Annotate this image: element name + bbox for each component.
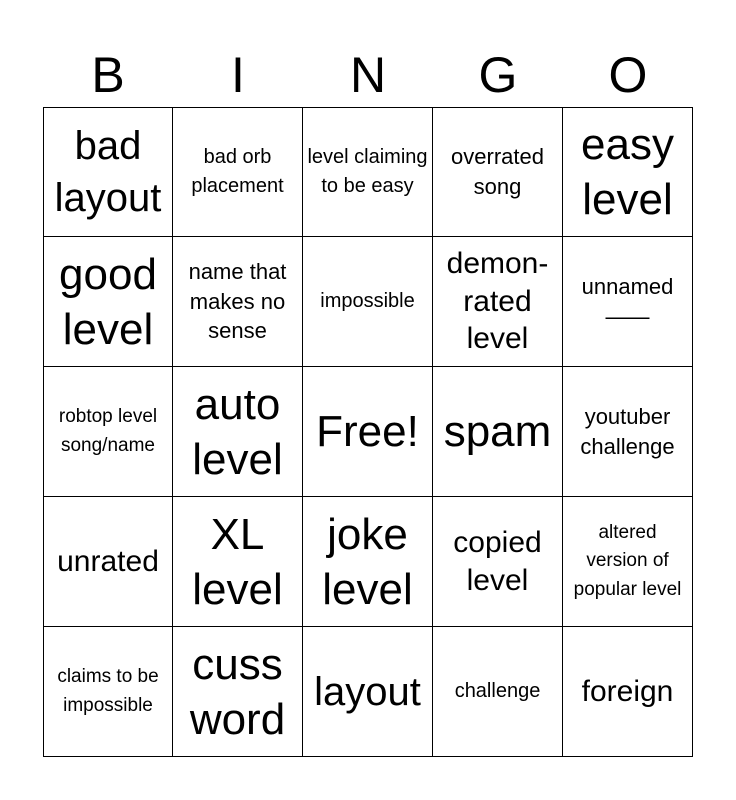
cell-text: foreign: [581, 674, 674, 708]
cell-text: altered version of popular level: [573, 521, 682, 600]
bingo-cell[interactable]: [173, 107, 303, 237]
cell-text: claims to be impossible: [57, 666, 159, 716]
free-space[interactable]: [303, 367, 433, 497]
cell-text: challenge: [454, 680, 541, 702]
header-letter-n: N: [349, 47, 387, 103]
cell-text: overrated song: [451, 144, 544, 199]
bingo-cell[interactable]: [173, 237, 303, 367]
cell-text: spam: [443, 407, 552, 456]
bingo-cell[interactable]: [173, 627, 303, 757]
cell-text: cuss word: [189, 639, 286, 744]
bingo-cell[interactable]: [433, 367, 563, 497]
bingo-cell[interactable]: [563, 237, 693, 367]
cell-text: unnamed ——: [581, 273, 674, 329]
cell-text: bad layout: [54, 124, 162, 220]
bingo-cell[interactable]: [173, 497, 303, 627]
bingo-cell[interactable]: [43, 107, 173, 237]
bingo-cell[interactable]: [303, 107, 433, 237]
bingo-cell[interactable]: [433, 107, 563, 237]
bingo-cell[interactable]: [563, 627, 693, 757]
bingo-grid: [43, 107, 693, 757]
bingo-header: [43, 44, 693, 106]
bingo-cell[interactable]: [173, 367, 303, 497]
cell-text: unrated: [57, 544, 159, 578]
cell-text: copied level: [453, 526, 542, 597]
cell-text: demon-rated level: [446, 247, 549, 356]
bingo-cell[interactable]: [563, 367, 693, 497]
header-letter-b: B: [91, 47, 125, 103]
cell-text: name that makes no sense: [188, 258, 287, 344]
header-letter-i: I: [231, 47, 245, 103]
cell-text: Free!: [316, 407, 419, 456]
header-letter-o: O: [608, 47, 648, 103]
bingo-cell[interactable]: [563, 107, 693, 237]
bingo-cell[interactable]: [303, 497, 433, 627]
bingo-cell[interactable]: [43, 367, 173, 497]
cell-text: auto level: [192, 379, 283, 484]
bingo-cell[interactable]: [43, 237, 173, 367]
header-letter-g: G: [478, 47, 518, 103]
cell-text: joke level: [322, 509, 413, 614]
cell-text: impossible: [320, 290, 415, 312]
cell-text: robtop level song/name: [58, 406, 158, 456]
bingo-cell[interactable]: [433, 237, 563, 367]
cell-text: bad orb placement: [191, 146, 284, 197]
bingo-cell[interactable]: [433, 627, 563, 757]
cell-text: easy level: [581, 120, 674, 224]
cell-text: XL level: [192, 509, 283, 614]
cell-text: level claiming to be easy: [307, 146, 428, 197]
cell-text: youtuber challenge: [580, 403, 675, 459]
bingo-cell[interactable]: [303, 627, 433, 757]
bingo-cell[interactable]: [433, 497, 563, 627]
bingo-cell[interactable]: [563, 497, 693, 627]
cell-text: good level: [59, 249, 157, 354]
bingo-cell[interactable]: [43, 627, 173, 757]
cell-text: layout: [314, 669, 421, 714]
bingo-cell[interactable]: [43, 497, 173, 627]
bingo-cell[interactable]: [303, 237, 433, 367]
